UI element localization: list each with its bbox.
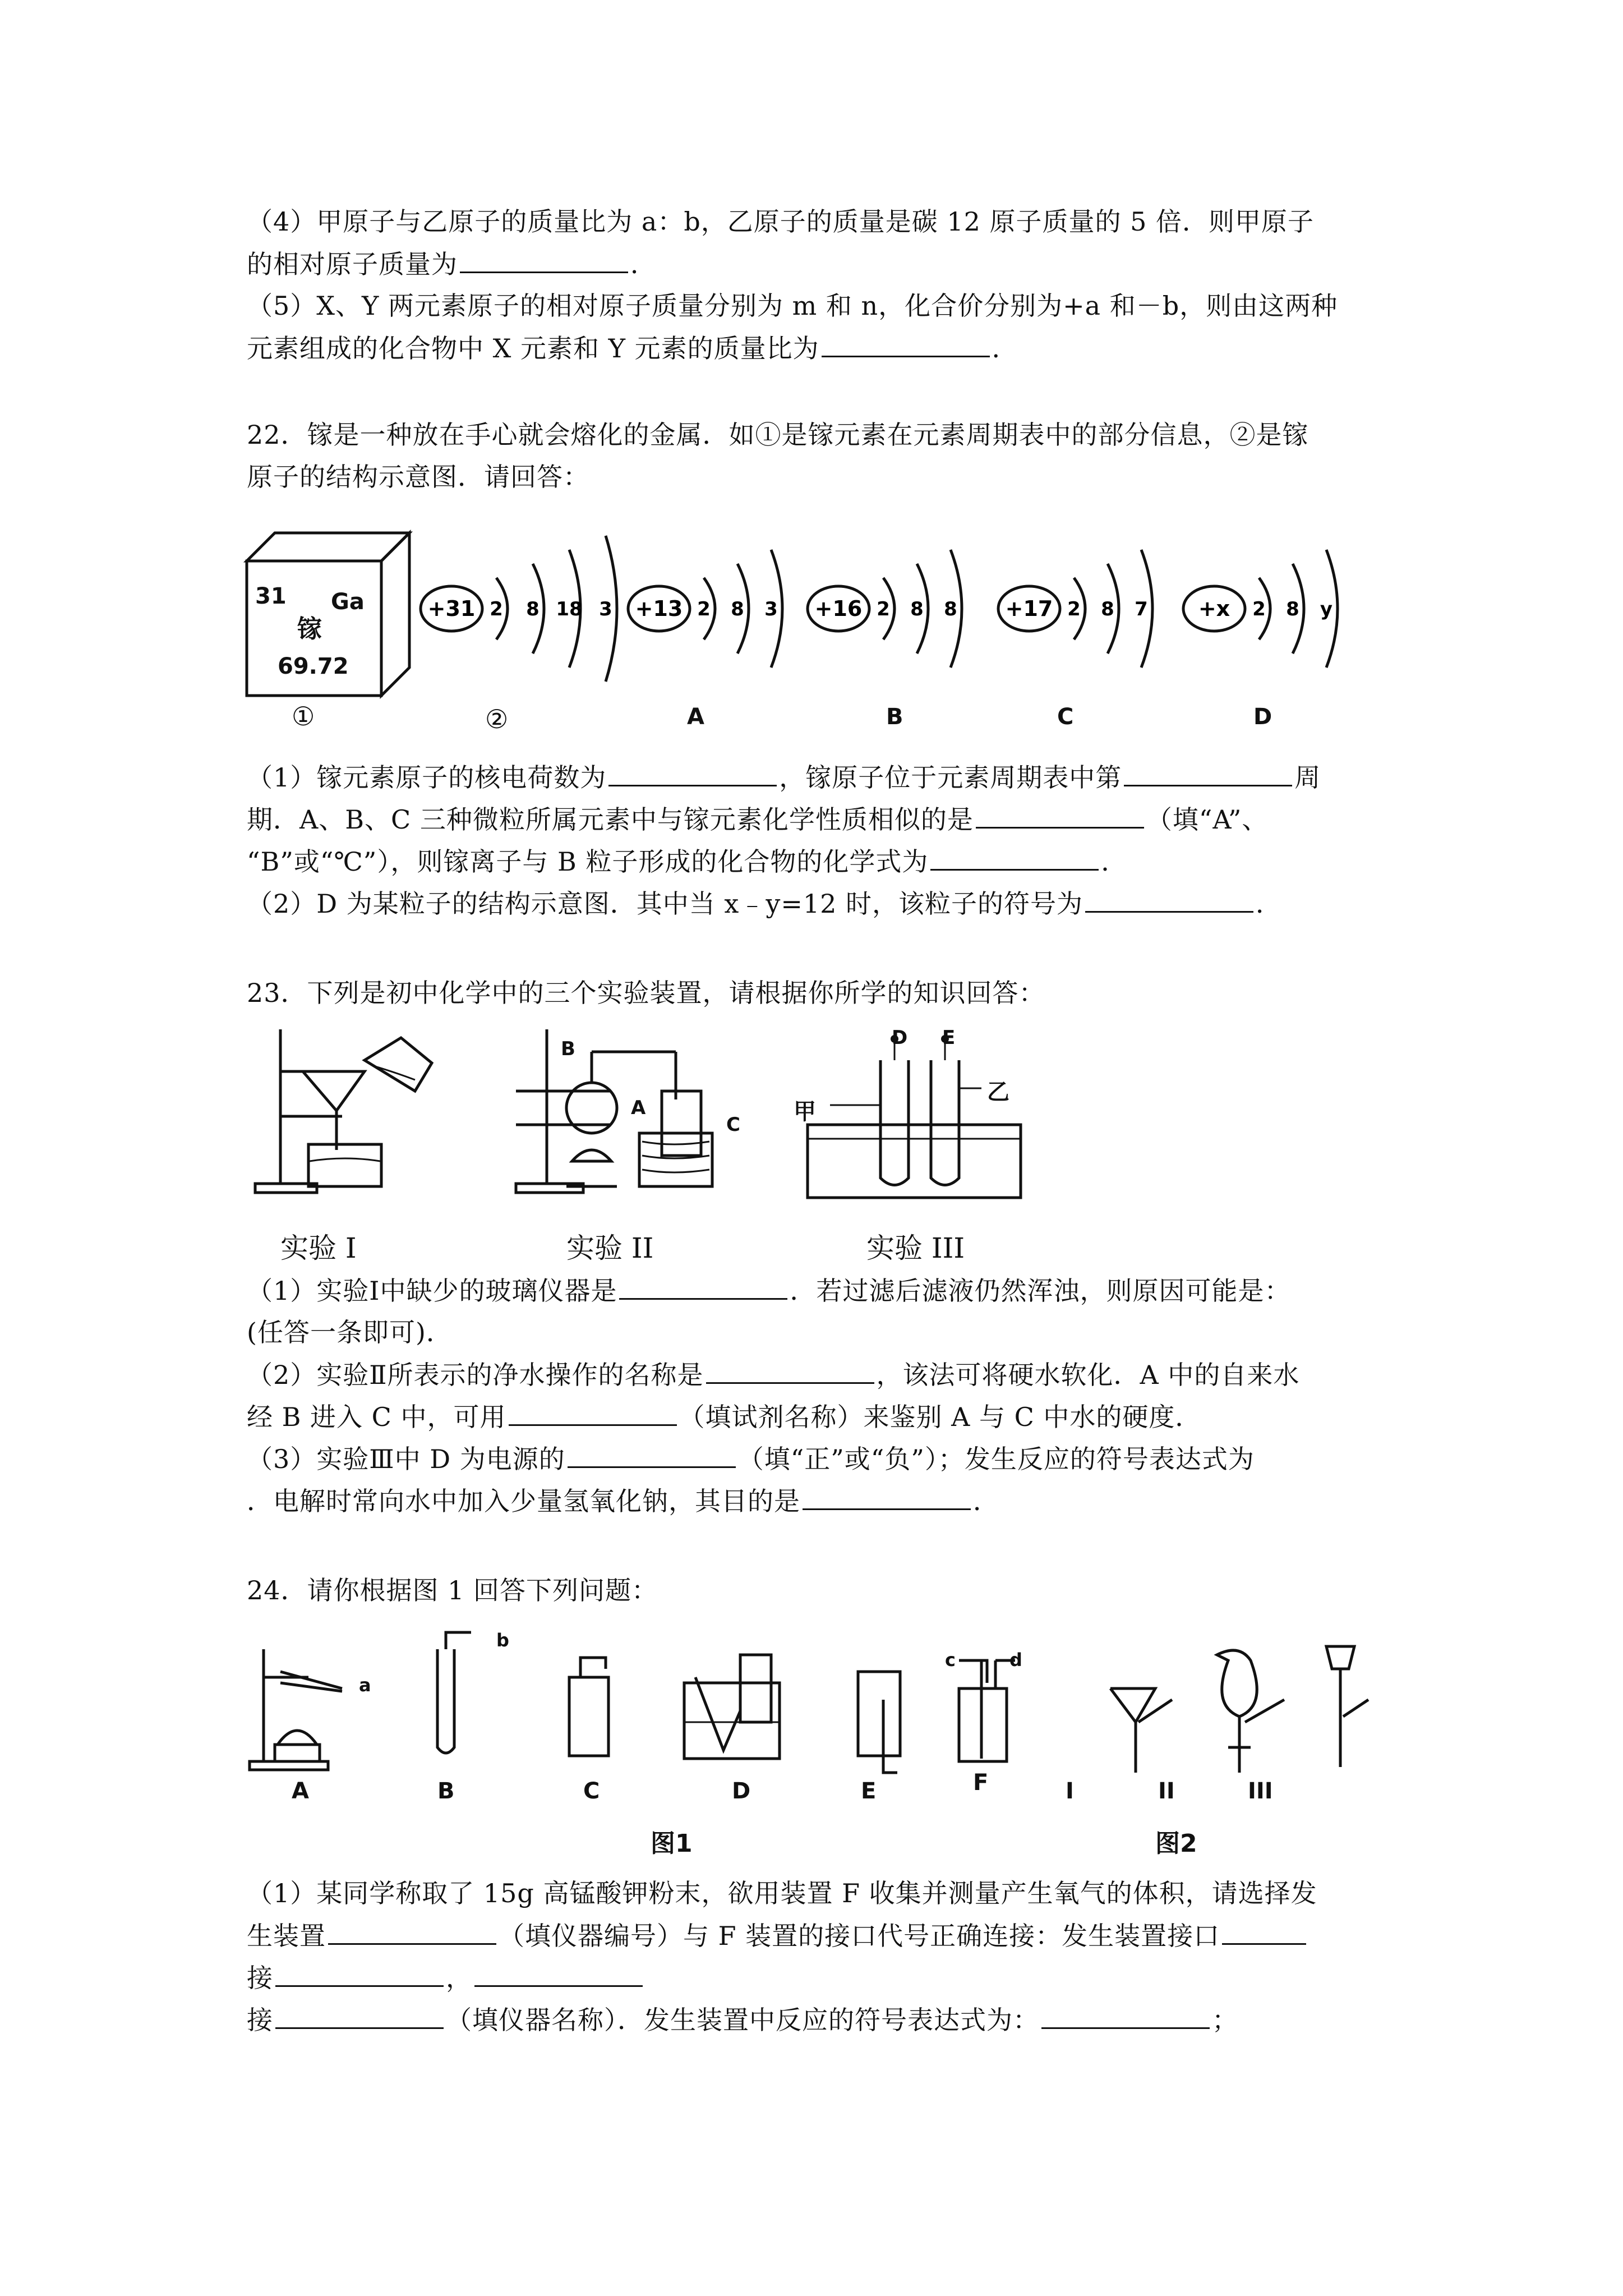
fig-letter-B: B: [561, 1038, 575, 1060]
fig-label-jia: 甲: [794, 1098, 816, 1125]
answer-blank: [930, 844, 1099, 871]
app-label-II: II: [1158, 1778, 1175, 1804]
answer-blank: [619, 1273, 787, 1300]
electron-count: 2: [697, 598, 711, 620]
q21-p4-line2: 的相对原子质量为 ．: [247, 247, 657, 281]
answer-blank: [1222, 1918, 1306, 1945]
electron-count: 3: [764, 598, 778, 620]
q24-p1-line1: （1）某同学称取了 15g 高锰酸钾粉末，欲用装置 F 收集并测量产生氧气的体积，请选择发: [247, 1878, 1317, 1908]
answer-blank: [275, 2003, 444, 2029]
nucleus-charge: +x: [1198, 596, 1230, 621]
q21-p4-line1: （4）甲原子与乙原子的质量比为 a：b，乙原子的质量是碳 12 原子质量的 5 倍．则甲原子: [247, 206, 1315, 237]
app-label-D: D: [732, 1778, 751, 1804]
figure-1-caption: 图1: [651, 1829, 693, 1858]
nucleus-charge: +16: [814, 596, 863, 621]
q23-p2-line2: 经 B 进入 C 中，可用 （填试剂名称）来鉴别 A 与 C 中水的硬度．: [247, 1400, 1201, 1434]
q23-p1-line2: (任答一条即可)．: [247, 1317, 453, 1347]
electron-count: 8: [1101, 598, 1114, 620]
apparatus-figures: [247, 1627, 1368, 1795]
element-mass: 69.72: [278, 654, 349, 679]
answer-blank: [509, 1400, 677, 1426]
port-label-b: b: [496, 1630, 509, 1651]
app-label-E: E: [861, 1778, 877, 1804]
figure-2-caption: 图2: [1155, 1829, 1197, 1858]
q23-stem: 23．下列是初中化学中的三个实验装置，请根据你所学的知识回答：: [247, 978, 1045, 1008]
answer-blank: [568, 1442, 736, 1468]
fig-label-yi: 乙: [987, 1079, 1009, 1105]
q23-p2-line1: （2）实验Ⅱ所表示的净水操作的名称是 ，该法可将硬水软化．A 中的自来水: [247, 1358, 1299, 1392]
experiment-2-figure: [505, 1027, 740, 1228]
app-label-I: I: [1066, 1778, 1074, 1804]
port-label-d: d: [1009, 1649, 1022, 1671]
q24-stem: 24．请你根据图 1 回答下列问题：: [247, 1575, 658, 1605]
atom-label-2: A: [687, 704, 704, 730]
electron-count: 8: [731, 598, 744, 620]
electron-count: 7: [1135, 598, 1148, 620]
answer-blank: [803, 1484, 971, 1510]
answer-blank: [1124, 760, 1292, 786]
q23-p1-line1: （1）实验Ⅰ中缺少的玻璃仪器是 ．若过滤后滤液仍然浑浊，则原因可能是：: [247, 1273, 1290, 1308]
electron-count: 2: [1067, 598, 1081, 620]
app-label-F: F: [973, 1770, 989, 1796]
q21-p5-line1: （5）X、Y 两元素原子的相对原子质量分别为 m 和 n，化合价分别为+a 和－b，则由这两种: [247, 291, 1338, 321]
app-label-III: III: [1248, 1778, 1273, 1804]
answer-blank: [976, 802, 1144, 829]
experiment-3-figure: [796, 1027, 1032, 1228]
exp-label-1: 实验 I: [280, 1232, 357, 1264]
element-cell-figure: [241, 522, 426, 724]
atom-label-4: C: [1057, 704, 1074, 730]
answer-blank: [460, 247, 628, 273]
electron-count: 8: [910, 598, 924, 620]
answer-blank: [328, 1918, 496, 1945]
answer-blank: [474, 1961, 643, 1987]
atom-structure-1: [415, 524, 651, 693]
electron-count: 2: [490, 598, 503, 620]
nucleus-charge: +13: [635, 596, 683, 621]
atom-label-1: ②: [485, 704, 509, 734]
electron-count: y: [1320, 598, 1333, 620]
app-label-A: A: [292, 1778, 309, 1804]
fig-letter-A: A: [631, 1097, 646, 1119]
exp-label-3: 实验 III: [866, 1232, 965, 1264]
q22-p1-line1: （1）镓元素原子的核电荷数为 ，镓原子位于元素周期表中第 周: [247, 760, 1321, 794]
element-number: 31: [255, 583, 287, 609]
q24-p1-line4: 接 （填仪器名称）．发生装置中反应的符号表达式为： ；: [247, 2003, 1238, 2037]
electron-count: 8: [526, 598, 540, 620]
electron-count: 2: [877, 598, 890, 620]
atom-label-5: D: [1253, 704, 1272, 730]
answer-blank: [1085, 886, 1253, 913]
q23-p3-line2: ．电解时常向水中加入少量氢氧化钠，其目的是 ．: [247, 1484, 999, 1518]
nucleus-charge: +17: [1005, 596, 1053, 621]
fig-letter-C: C: [726, 1114, 740, 1136]
electron-count: 18: [556, 598, 583, 620]
element-name: 镓: [297, 615, 322, 643]
q22-stem-line1: 22．镓是一种放在手心就会熔化的金属．如①是镓元素在元素周期表中的部分信息，②是镓: [247, 420, 1309, 450]
q22-p2-line: （2）D 为某粒子的结构示意图．其中当 x﹣y=12 时，该粒子的符号为 ．: [247, 886, 1282, 921]
q22-p1-line3: “B”或“℃”），则镓离子与 B 粒子形成的化合物的化学式为 ．: [247, 844, 1127, 878]
answer-blank: [822, 331, 990, 357]
nucleus-charge: +31: [427, 596, 476, 621]
atom-structure-5: [1178, 524, 1413, 693]
q22-stem-line2: 原子的结构示意图．请回答：: [247, 462, 589, 492]
element-symbol: Ga: [331, 589, 365, 615]
electron-count: 8: [1286, 598, 1299, 620]
electron-count: 8: [944, 598, 957, 620]
atom-label-3: B: [886, 704, 903, 730]
app-label-C: C: [583, 1778, 600, 1804]
exp-label-2: 实验 II: [566, 1232, 654, 1264]
port-label-c: c: [945, 1649, 956, 1671]
app-label-B: B: [437, 1778, 455, 1804]
q24-p1-line2: 生装置 （填仪器编号）与 F 装置的接口代号正确连接：发生装置接口: [247, 1918, 1308, 1953]
q22-p1-line2: 期．A、B、C 三种微粒所属元素中与镓元素化学性质相似的是 （填“A”、: [247, 802, 1268, 836]
answer-blank: [608, 760, 777, 786]
q24-p1-line3: 接 ，: [247, 1961, 645, 1995]
figure-label-1: ①: [292, 701, 315, 731]
q23-p3-line1: （3）实验Ⅲ中 D 为电源的 （填“正”或“负”）；发生反应的符号表达式为: [247, 1442, 1255, 1476]
answer-blank: [706, 1358, 874, 1384]
q21-p5-line2: 元素组成的化合物中 X 元素和 Y 元素的质量比为 ．: [247, 331, 1018, 365]
experiment-1-figure: [247, 1027, 471, 1228]
answer-blank: [275, 1961, 444, 1987]
electron-count: 3: [599, 598, 612, 620]
electron-count: 2: [1252, 598, 1266, 620]
fig-letter-E: E: [942, 1027, 956, 1049]
port-label-a: a: [359, 1674, 371, 1696]
answer-blank: [1041, 2003, 1210, 2029]
fig-letter-D: D: [892, 1027, 908, 1049]
